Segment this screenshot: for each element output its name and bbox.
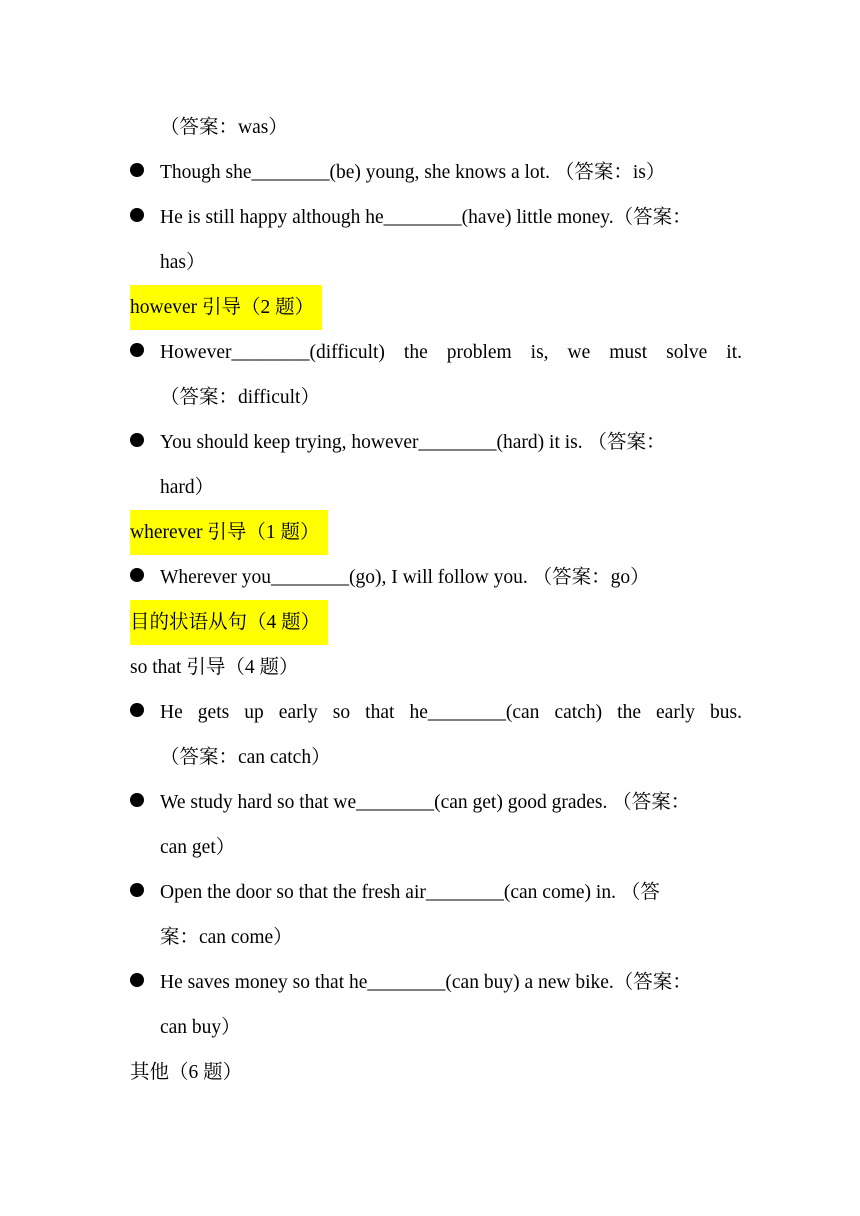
line-text: （答案：difficult） [160, 387, 320, 408]
bullet-icon [130, 883, 144, 897]
question-text: We study hard so that we________(can get) good grades. （答案： [160, 792, 691, 813]
bullet-item [0, 420, 742, 465]
line-text: so that 引导（4 题） [130, 657, 299, 678]
bullet-item [0, 870, 742, 915]
section-heading [130, 285, 742, 330]
bullet-icon [130, 793, 144, 807]
bullet-item [0, 330, 742, 375]
bullet-icon [130, 343, 144, 357]
bullet-item [0, 690, 742, 735]
continuation-line [160, 240, 742, 285]
answer-line [160, 735, 742, 780]
bullet-item [0, 195, 742, 240]
line-text: hard） [160, 477, 215, 498]
continuation-line [160, 825, 742, 870]
bullet-icon [130, 973, 144, 987]
question-text: He is still happy although he________(have) little money.（答案： [160, 207, 692, 228]
line-text: （答案：can catch） [160, 747, 331, 768]
line-text: 其他（6 题） [130, 1062, 243, 1083]
bullet-icon [130, 208, 144, 222]
bullet-item [0, 960, 742, 1005]
section-heading [130, 1050, 742, 1095]
bullet-item [0, 780, 742, 825]
highlighted-heading: wherever 引导（1 题） [130, 510, 328, 555]
highlighted-heading: however 引导（2 题） [130, 285, 322, 330]
line-text: can buy） [160, 1017, 241, 1038]
continuation-line [160, 915, 742, 960]
question-text: Open the door so that the fresh air________(can come) in. （答 [160, 882, 660, 903]
question-text: However________(difficult) the problem is, we must solve it. [160, 342, 742, 363]
bullet-icon [130, 703, 144, 717]
question-text: He saves money so that he________(can buy) a new bike.（答案： [160, 972, 692, 993]
line-text: can get） [160, 837, 236, 858]
bullet-icon [130, 433, 144, 447]
bullet-icon [130, 568, 144, 582]
continuation-line [160, 1005, 742, 1050]
highlighted-heading: 目的状语从句（4 题） [130, 600, 328, 645]
question-text: Though she________(be) young, she knows a lot. （答案：is） [160, 162, 666, 183]
bullet-item [0, 150, 742, 195]
line-text: （答案：was） [160, 117, 288, 138]
subsection-heading [130, 645, 742, 690]
question-text: Wherever you________(go), I will follow you. （答案：go） [160, 567, 650, 588]
continuation-line [160, 465, 742, 510]
question-text: He gets up early so that he________(can catch) the early bus. [160, 702, 742, 723]
answer-line [160, 105, 742, 150]
line-text: 案：can come） [160, 927, 293, 948]
bullet-item [0, 555, 742, 600]
bullet-icon [130, 163, 144, 177]
section-heading [130, 600, 742, 645]
question-text: You should keep trying, however________(hard) it is. （答案： [160, 432, 666, 453]
line-text: has） [160, 252, 206, 273]
section-heading [130, 510, 742, 555]
answer-line [160, 375, 742, 420]
